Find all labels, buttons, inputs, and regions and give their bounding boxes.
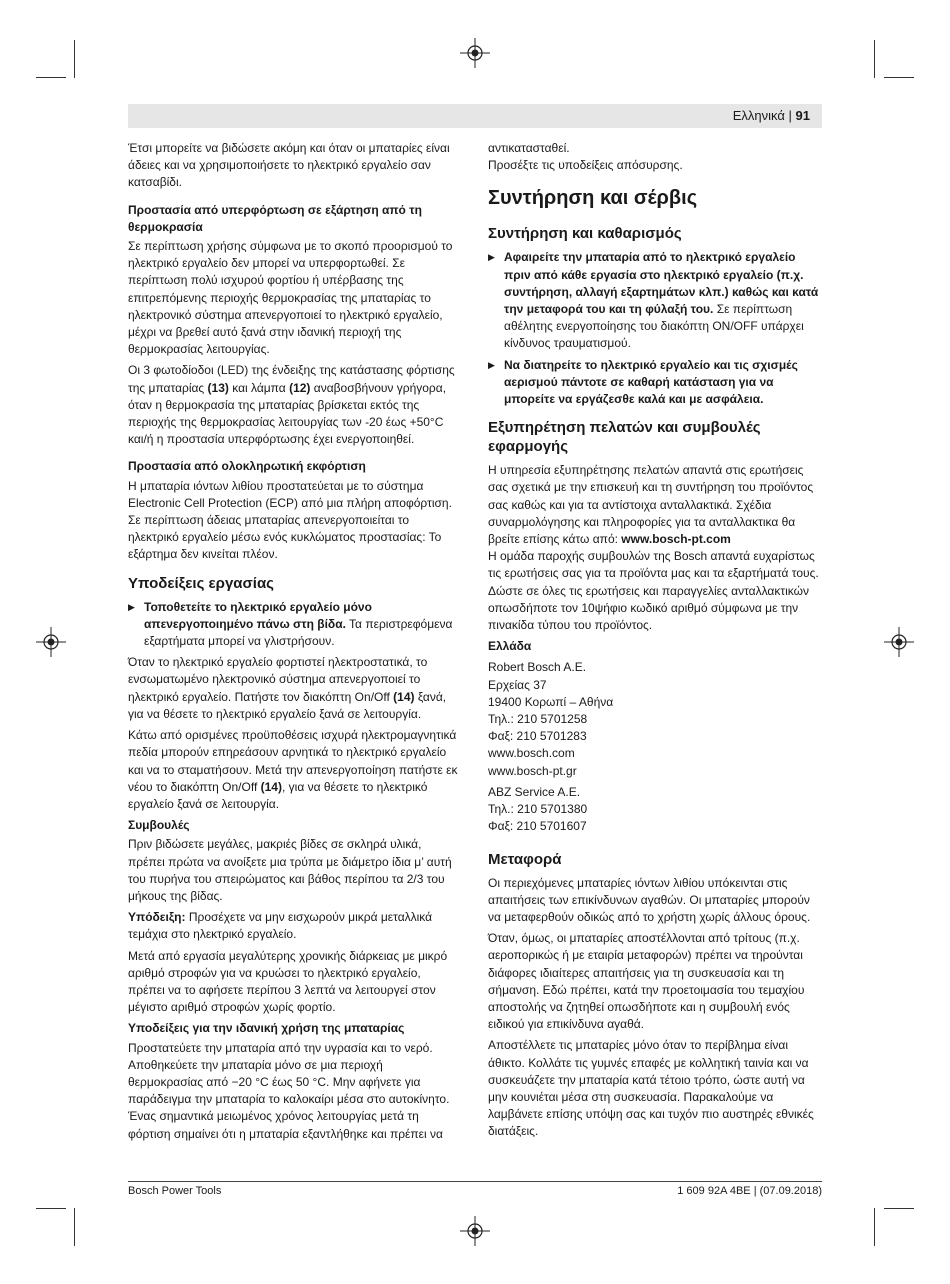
crop-mark bbox=[74, 1208, 75, 1246]
address-line: ABZ Service A.E. bbox=[488, 784, 581, 799]
section-heading: Εξυπηρέτηση πελατών και συμβουλές εφαρμογής bbox=[488, 419, 761, 456]
address-line: Φαξ: 210 5701283 bbox=[488, 729, 587, 744]
paragraph: Προσέξτε τις υποδείξεις απόσυρσης. bbox=[488, 158, 683, 173]
paragraph: αντικατασταθεί. bbox=[488, 141, 570, 155]
footer-doc-number: 1 609 92A 4BE | (07.09.2018) bbox=[677, 1185, 822, 1197]
bullet-item: ▶ Τοποθετείτε το ηλεκτρικό εργαλείο μόνο απενεργοποιημένο πάνω στη βίδα. Τα περιστρεφόμενα εξαρτήματα μπορεί να γλιστρήσουν. bbox=[128, 599, 460, 651]
paragraph: Οι περιεχόμενες μπαταρίες ιόντων λιθίου υπόκεινται στις απαιτήσεις των επικίνδυνων αγαθών. Οι μπαταρίες μπορούν να μεταφερθούν οδικώς από το χρήστη χωρίς άλλους όρους. bbox=[488, 875, 811, 924]
paragraph: Η ομάδα παροχής συμβουλών της Bosch απαντά ευχαρίστως τις ερωτήσεις σας για τα προϊόντα μας και τα εξαρτήματά τους. bbox=[488, 549, 819, 581]
registration-mark-icon bbox=[36, 627, 66, 657]
address-line: Φαξ: 210 5701607 bbox=[488, 819, 587, 834]
footer-publisher: Bosch Power Tools bbox=[128, 1185, 222, 1197]
bullet-item: ▶ Αφαιρείτε την μπαταρία από το ηλεκτρικό εργαλείο πριν από κάθε εργασία στο ηλεκτρικό εργαλείο (π.χ. συντήρηση, αλλαγή εξαρτημάτων κλπ.) καθώς και κατά την μεταφορά του και τη φύλαξή του. Σε περίπτωση αθέλητης ενεργοποίησης του διακόπτη ON/OFF υπάρχει κίνδυνος τραυματισμού. bbox=[488, 249, 820, 352]
address-line: 19400 Κορωπί – Αθήνα bbox=[488, 694, 614, 709]
address-line: Τηλ.: 210 5701380 bbox=[488, 802, 588, 817]
paragraph: Δώστε σε όλες τις ερωτήσεις και παραγγελίες ανταλλακτικών οπωσδήποτε τον 10ψήφιο κωδικό αριθμό σύμφωνα με την πινακίδα τύπου του προϊόντος. bbox=[488, 583, 809, 633]
right-column bbox=[488, 140, 820, 1145]
country-title: Ελλάδα bbox=[488, 639, 532, 654]
bullet-item: ▶ Να διατηρείτε το ηλεκτρικό εργαλείο και τις σχισμές αερισμού πάντοτε σε καθαρή κατάσταση για να μπορείτε να εργάζεσθε καλά και με ασφάλεια. bbox=[488, 357, 820, 409]
registration-mark-icon bbox=[460, 1216, 490, 1246]
crop-mark bbox=[36, 1208, 66, 1209]
crop-mark bbox=[884, 1208, 914, 1209]
left-column bbox=[128, 140, 460, 1147]
crop-mark bbox=[74, 40, 75, 78]
paragraph: Αποστέλλετε τις μπαταρίες μόνο όταν το περίβλημα είναι άθικτο. Κολλάτε τις γυμνές επαφές με κολλητική ταινία και να συσκευάζετε την μπαταρία κατά τέτοιο τρόπο, ώστε αυτή να μην κουνιέται μέσα στη συσκευασία. Παρακαλούμε να λαμβάνετε επίσης υπόψη σας και τυχόν πιο αυστηρές εθνικές διατάξεις. bbox=[488, 1038, 814, 1139]
address-block bbox=[488, 659, 820, 779]
section-title: Προστασία από ολοκληρωτική εκφόρτιση bbox=[128, 459, 366, 474]
note: Υπόδειξη: Προσέχετε να μην εισχωρούν μικρά μεταλλικά τεμάχια στο ηλεκτρικό εργαλείο. bbox=[128, 910, 433, 942]
section-heading: Υποδείξεις εργασίας bbox=[128, 574, 274, 592]
crop-mark bbox=[874, 1208, 875, 1246]
paragraph: Σε περίπτωση χρήσης σύμφωνα με το σκοπό προορισμού το ηλεκτρικό εργαλείο δεν μπορεί να υπερφορτωθεί. Σε περίπτωση πολύ ισχυρού φορτίου ή υπέρβασης της επιτρεπόμενης περιοχής θερμοκρασίας της μπαταρίας το ηλεκτρονικό σύστημα απενεργοποιεί το ηλεκτρικό εργαλείο, μέχρι να βρεθεί αυτό ξανά στην ιδανική περιοχή της θερμοκρασίας λειτουργίας. bbox=[128, 239, 453, 357]
paragraph: Όταν, όμως, οι μπαταρίες αποστέλλονται από τρίτους (π.χ. αεροπορικώς ή με εταιρία μεταφορών) πρέπει να τηρούνται διάφορες ιδιαίτερες απαιτήσεις για τη συσκευασία και τη σήμανση. Εδώ πρέπει, κατά την προετοιμασία του τεμαχίου αποστολής να ζητηθεί οπωσδήποτε και η συμβουλή ενός ειδικού για επικίνδυνα αγαθά. bbox=[488, 931, 805, 1032]
registration-mark-icon bbox=[884, 627, 914, 657]
paragraph: Κάτω από ορισμένες προϋποθέσεις ισχυρά ηλεκτρομαγνητικά πεδία μπορούν επηρεάσουν αρνητικά το ηλεκτρικό εργαλείο και να το σταματήσουν. Μετά την απενεργοποίηση πατήστε εκ νέου το διακόπτη On/Off (14), για να θέσετε το ηλεκτρικό εργαλείο ξανά σε λειτουργία. bbox=[128, 728, 458, 811]
chapter-heading: Συντήρηση και σέρβις bbox=[488, 187, 698, 210]
crop-mark bbox=[874, 40, 875, 78]
page-header bbox=[128, 104, 822, 128]
section-title: Υποδείξεις για την ιδανική χρήση της μπαταρίας bbox=[128, 1021, 405, 1036]
website-link[interactable]: www.bosch-pt.com bbox=[621, 532, 731, 547]
paragraph: Προστατεύετε την μπαταρία από την υγρασία και το νερό. bbox=[128, 1040, 433, 1055]
address-line: Robert Bosch A.E. bbox=[488, 660, 587, 675]
footer-rule bbox=[128, 1181, 822, 1182]
address-line[interactable]: www.bosch-pt.gr bbox=[488, 763, 577, 778]
address-line: Τηλ.: 210 5701258 bbox=[488, 712, 588, 727]
address-line: Ερχείας 37 bbox=[488, 677, 547, 692]
paragraph: Έτσι μπορείτε να βιδώσετε ακόμη και όταν οι μπαταρίες είναι άδειες και να χρησιμοποιήσετε το ηλεκτρικό εργαλείο σαν κατσαβίδι. bbox=[128, 141, 450, 190]
section-heading: Μεταφορά bbox=[488, 850, 562, 868]
section-heading: Συντήρηση και καθαρισμός bbox=[488, 225, 682, 243]
section-title: Συμβουλές bbox=[128, 818, 190, 833]
address-block bbox=[488, 784, 820, 836]
address-line[interactable]: www.bosch.com bbox=[488, 746, 575, 761]
paragraph: Η μπαταρία ιόντων λιθίου προστατεύεται με το σύστημα Electronic Cell Protection (ECP) από μια πλήρη αποφόρτιση. Σε περίπτωση άδειας μπαταρίας απενεργοποιείται το ηλεκτρικό εργαλείο μέσω ενός κυκλώματος προστασίας: Το εξάρτημα δεν κινείται πλέον. bbox=[128, 478, 452, 562]
paragraph: Όταν το ηλεκτρικό εργαλείο φορτιστεί ηλεκτροστατικά, το ενσωματωμένο ηλεκτρονικό σύστημα απενεργοποιεί το ηλεκτρικό εργαλείο. Πατήστε τον διακόπτη On/Off (14) ξανά, για να θέσετε το ηλεκτρικό εργαλείο ξανά σε λειτουργία. bbox=[128, 655, 447, 721]
paragraph: Μετά από εργασία μεγαλύτερης χρονικής διάρκειας με μικρό αριθμό στροφών για να κρυώσει το ηλεκτρικό εργαλείο, πρέπει να το αφήσετε περίπου 3 λεπτά να λειτουργεί στον μέγιστο αριθμό στροφών χωρίς φορτίο. bbox=[128, 948, 448, 1015]
paragraph: Αποθηκεύετε την μπαταρία μόνο σε μια περιοχή θερμοκρασίας από −20 °C έως 50 °C. Μην αφήνετε για παράδειγμα την μπαταρία το καλοκαίρι μέσα στο αυτοκίνητο. bbox=[128, 1057, 450, 1107]
paragraph: Οι 3 φωτοδίοδοι (LED) της ένδειξης της κατάστασης φόρτισης της μπαταρίας (13) και λάμπα (12) αναβοσβήνουν γρήγορα, όταν η θερμοκρασία της μπαταρίας βρίσκεται εκτός της περιοχής της θερμοκρασίας λειτουργίας των -20 έως +50°C και/ή η προστασία υπερφόρτωσης έχει ενεργοποιηθεί. bbox=[128, 363, 455, 447]
header-language: Ελληνικά bbox=[732, 108, 785, 123]
paragraph: Πριν βιδώσετε μεγάλες, μακριές βίδες σε σκληρά υλικά, πρέπει πρώτα να ανοίξετε μια τρύπα με διάμετρο ίδια μ’ αυτή του πυρήνα του σπειρώματος και βάθος περίπου τα 2/3 του μήκους της βίδας. bbox=[128, 837, 452, 903]
paragraph: Ένας σημαντικά μειωμένος χρόνος λειτουργίας μετά τη φόρτιση σημαίνει ότι η μπαταρία εξαντλήθηκε και πρέπει να bbox=[128, 1109, 443, 1141]
registration-mark-icon bbox=[460, 38, 490, 68]
paragraph: Η υπηρεσία εξυπηρέτησης πελατών απαντά στις ερωτήσεις σας σχετικά με την επισκευή και τη συντήρηση του προϊόντος σας καθώς και για τα αντίστοιχα ανταλλακτικά. Σχέδια συναρμολόγησης και πληροφορίες για τα ανταλλακτικα θα βρείτε επίσης κάτω από: www.bosch-pt.com bbox=[488, 463, 814, 547]
crop-mark bbox=[884, 77, 914, 78]
crop-mark bbox=[36, 77, 66, 78]
page-number: 91 bbox=[795, 108, 810, 123]
section-title: Προστασία από υπερφόρτωση σε εξάρτηση από τη θερμοκρασία bbox=[128, 202, 422, 234]
header-text: Ελληνικά | 91 bbox=[732, 108, 810, 123]
